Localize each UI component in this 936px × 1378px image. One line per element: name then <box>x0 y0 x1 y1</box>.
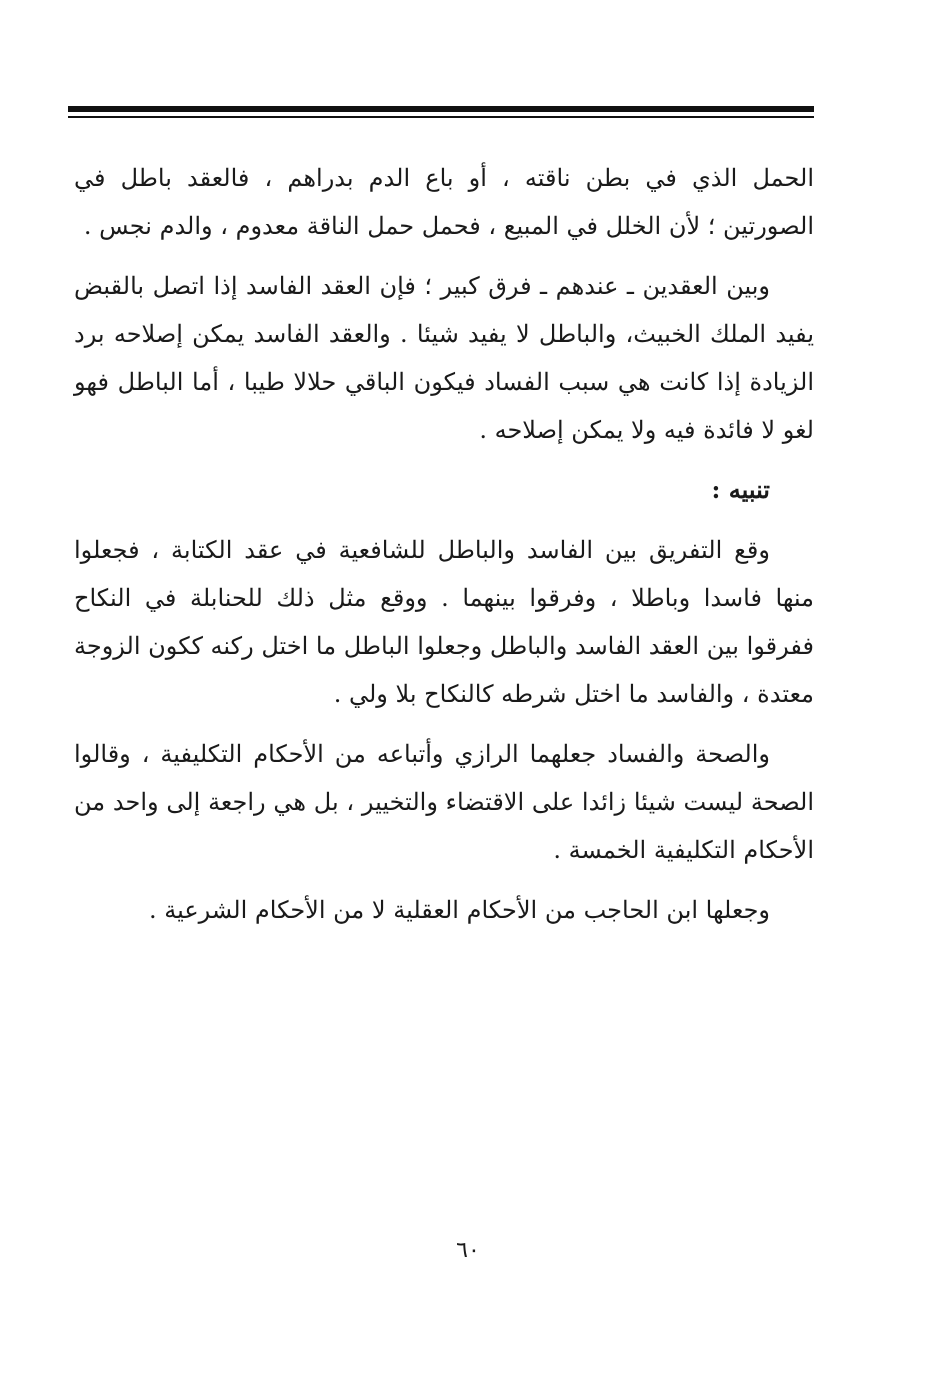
paragraph-4: والصحة والفساد جعلهما الرازي وأتباعه من الأحكام التكليفية ، وقالوا الصحة ليست شيئا زائدا على الاقتضاء والتخيير ، بل هي راجعة إلى واحد من الأحكام التكليفية الخمسة . <box>74 740 814 864</box>
paragraph-5: وجعلها ابن الحاجب من الأحكام العقلية لا من الأحكام الشرعية . <box>148 896 770 924</box>
section-heading: تنبيه : <box>711 475 770 504</box>
page-number: ٦٠ <box>456 1238 480 1263</box>
header-rule-thick <box>68 106 814 112</box>
body-text <box>74 154 814 946</box>
paragraph-1: الحمل الذي في بطن ناقته ، أو باع الدم بدراهم ، فالعقد باطل في الصورتين ؛ لأن الخلل في المبيع ، فحمل حمل الناقة معدوم ، والدم نجس . <box>74 164 814 240</box>
paragraph-3: وقع التفريق بين الفاسد والباطل للشافعية في عقد الكتابة ، فجعلوا منها فاسدا وباطلا ، وفرقوا بينهما . ووقع مثل ذلك للحنابلة في النكاح ففرقوا بين العقد الفاسد والباطل وجعلوا الباطل ما اختل ركنه ككون الزوجة معتدة ، والفاسد ما اختل شرطه كالنكاح بلا ولي . <box>74 536 814 708</box>
paragraph-2: وبين العقدين ـ عندهم ـ فرق كبير ؛ فإن العقد الفاسد إذا اتصل بالقبض يفيد الملك الخبيث، والباطل لا يفيد شيئا . والعقد الفاسد يمكن إصلاحه برد الزيادة إذا كانت هي سبب الفساد فيكون الباقي حلالا طيبا ، أما الباطل فهو لغو لا فائدة فيه ولا يمكن إصلاحه . <box>74 272 815 444</box>
header-rule-thin <box>68 116 814 118</box>
